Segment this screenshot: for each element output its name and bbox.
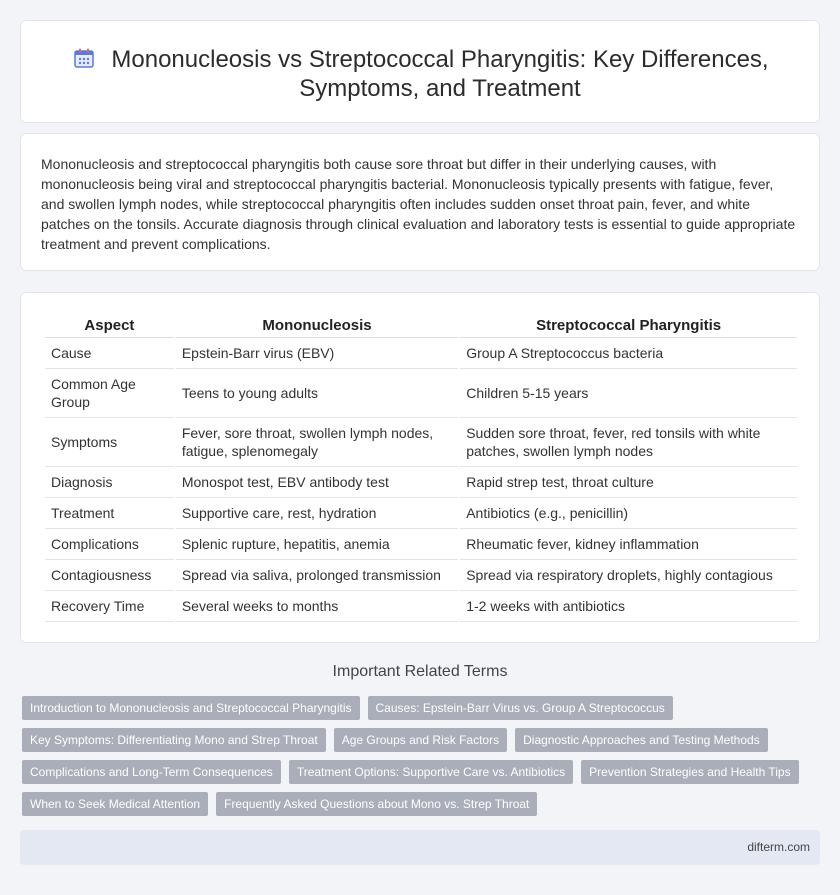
- table-row: [45, 529, 797, 560]
- footer-site-link[interactable]: difterm.com: [747, 840, 810, 854]
- header-aspect: Aspect: [45, 313, 174, 338]
- table-cell: Common Age Group: [45, 369, 174, 418]
- page-title: Mononucleosis vs Streptococcal Pharyngitis: Key Differences, Symptoms, and Treatment: [111, 46, 769, 102]
- table-cell: Complications: [45, 529, 174, 560]
- table-cell: 1-2 weeks with antibiotics: [460, 591, 797, 622]
- related-term-tag[interactable]: Complications and Long-Term Consequences: [22, 760, 281, 784]
- table-row: [45, 467, 797, 498]
- intro-card: [20, 133, 820, 271]
- table-cell: Recovery Time: [45, 591, 174, 622]
- footer: [20, 830, 820, 865]
- table-cell: Contagiousness: [45, 560, 174, 591]
- table-header-row: [45, 313, 797, 338]
- table-row: [45, 498, 797, 529]
- related-term-tag[interactable]: When to Seek Medical Attention: [22, 792, 208, 816]
- table-cell: Treatment: [45, 498, 174, 529]
- table-row: [45, 369, 797, 418]
- table-cell: Epstein-Barr virus (EBV): [176, 338, 458, 369]
- title-card: [20, 20, 820, 123]
- related-terms-heading: Important Related Terms: [332, 663, 508, 680]
- header-mononucleosis: Mononucleosis: [176, 313, 458, 338]
- table-row: [45, 560, 797, 591]
- related-term-tag[interactable]: Diagnostic Approaches and Testing Methods: [515, 728, 768, 752]
- table-cell: Cause: [45, 338, 174, 369]
- table-cell: Children 5-15 years: [460, 369, 797, 418]
- table-cell: Symptoms: [45, 418, 174, 467]
- table-cell: Diagnosis: [45, 467, 174, 498]
- comparison-table-card: [20, 292, 820, 643]
- table-row: [45, 338, 797, 369]
- table-cell: Antibiotics (e.g., penicillin): [460, 498, 797, 529]
- table-cell: Group A Streptococcus bacteria: [460, 338, 797, 369]
- related-term-tag[interactable]: Treatment Options: Supportive Care vs. Antibiotics: [289, 760, 573, 784]
- table-cell: Fever, sore throat, swollen lymph nodes, fatigue, splenomegaly: [176, 418, 458, 467]
- intro-paragraph: Mononucleosis and streptococcal pharyngitis both cause sore throat but differ in their underlying causes, with mononucleosis being viral and streptococcal pharyngitis bacterial. Mononucleosis typically presents with fatigue, fever, and swollen lymph nodes, while streptococcal pharyngitis often includes sudden onset throat pain, fever, and white patches on the tonsils. Accurate diagnosis through clinical evaluation and laboratory tests is essential to guide appropriate treatment and prevent complications.: [41, 156, 796, 252]
- table-cell: Several weeks to months: [176, 591, 458, 622]
- table-cell: Teens to young adults: [176, 369, 458, 418]
- related-term-tag[interactable]: Frequently Asked Questions about Mono vs. Strep Throat: [216, 792, 537, 816]
- table-row: [45, 591, 797, 622]
- table-cell: Sudden sore throat, fever, red tonsils with white patches, swollen lymph nodes: [460, 418, 797, 467]
- related-term-tag[interactable]: Prevention Strategies and Health Tips: [581, 760, 798, 784]
- related-term-tag[interactable]: Key Symptoms: Differentiating Mono and Strep Throat: [22, 728, 326, 752]
- header-strep: Streptococcal Pharyngitis: [460, 313, 797, 338]
- table-row: [45, 418, 797, 467]
- related-term-tag[interactable]: Causes: Epstein-Barr Virus vs. Group A Streptococcus: [368, 696, 673, 720]
- table-cell: Spread via respiratory droplets, highly contagious: [460, 560, 797, 591]
- table-cell: Rapid strep test, throat culture: [460, 467, 797, 498]
- table-cell: Rheumatic fever, kidney inflammation: [460, 529, 797, 560]
- table-cell: Spread via saliva, prolonged transmission: [176, 560, 458, 591]
- table-cell: Monospot test, EBV antibody test: [176, 467, 458, 498]
- related-terms-tags: [22, 696, 822, 824]
- related-term-tag[interactable]: Age Groups and Risk Factors: [334, 728, 507, 752]
- related-term-tag[interactable]: Introduction to Mononucleosis and Streptococcal Pharyngitis: [22, 696, 360, 720]
- table-cell: Supportive care, rest, hydration: [176, 498, 458, 529]
- table-cell: Splenic rupture, hepatitis, anemia: [176, 529, 458, 560]
- comparison-table: [43, 313, 799, 622]
